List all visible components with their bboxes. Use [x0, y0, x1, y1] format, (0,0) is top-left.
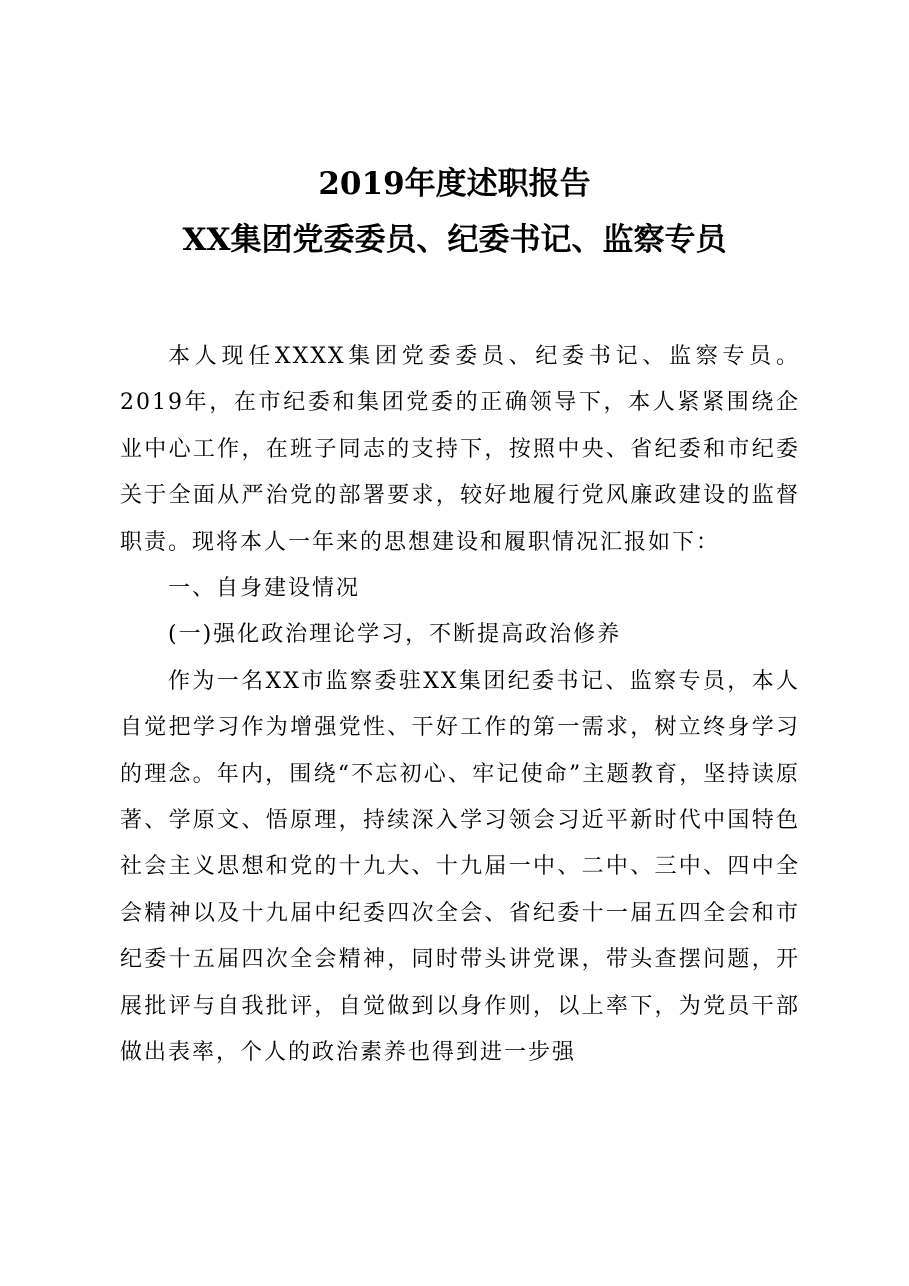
document-title: 2019年度述职报告	[318, 166, 591, 202]
section-heading: 一、自身建设情况	[168, 576, 361, 602]
subsection-heading: (一)强化政治理论学习，不断提高政治修养	[168, 622, 622, 648]
document-body	[120, 334, 800, 1077]
document-subtitle: XX集团党委委员、纪委书记、监察专员	[182, 222, 727, 258]
paragraph-intro: 本人现任XXXX集团党委委员、纪委书记、监察专员。2019年，在市纪委和集团党委的正确领导下，本人紧紧围绕企业中心工作，在班子同志的支持下，按照中央、省纪委和市纪委关于全面从严治党的部署要求，较好地履行党风廉政建设的监督职责。现将本人一年来的思想建设和履职情况汇报如下：	[120, 344, 800, 555]
paragraph-study: 作为一名XX市监察委驻XX集团纪委书记、监察专员，本人自觉把学习作为增强党性、干好工作的第一需求，树立终身学习的理念。年内，围绕“不忘初心、牢记使命”主题教育，坚持读原著、学原文、悟原理，持续深入学习领会习近平新时代中国特色社会主义思想和党的十九大、十九届一中、二中、三中、四中全会精神以及十九届中纪委四次全会、省纪委十一届五四全会和市纪委十五届四次全会精神，同时带头讲党课，带头查摆问题，开展批评与自我批评，自觉做到以身作则，以上率下，为党员干部做出表率，个人的政治素养也得到进一步强	[120, 668, 800, 1066]
